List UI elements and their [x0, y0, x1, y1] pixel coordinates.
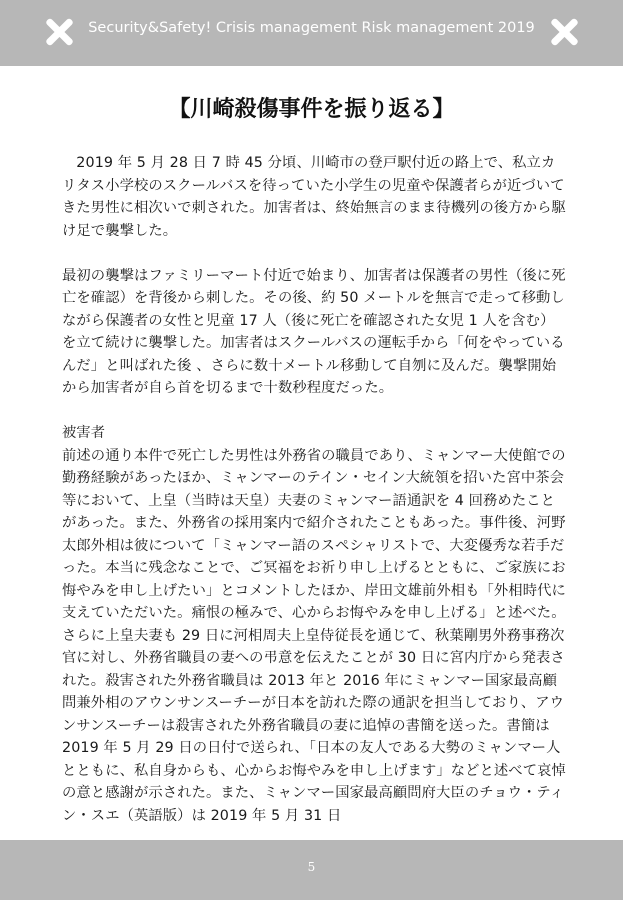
x-mark-icon: [44, 17, 74, 47]
header-title: Security&Safety! Crisis management Risk management 2019: [88, 20, 535, 36]
paragraph-victims: 前述の通り本件で死亡した男性は外務省の職員であり、ミャンマー大使館での勤務経験があったほか、ミャンマーのテイン・セイン大統領を招いた宮中茶会等において、上皇（当時は天皇）夫妻のミャンマー語通訳を 4 回務めたことがあった。また、外務省の採用案内で紹介されたこともあった。事件後、河野太郎外相は彼について「ミャンマー語のスペシャリストで、大変優秀な若手だった。本当に残念なことで、ご冥福をお祈り申し上げるとともに、ご家族にお悔やみを申し上げたい」とコメントしたほか、岸田文雄前外相も「外相時代に支えていただいた。痛恨の極みで、心からお悔やみを申し上げる」と述べた。さらに上皇夫妻も 29 日に河相周夫上皇侍従長を通じて、秋葉剛男外務事務次官に対し、外務省職員の妻への弔意を伝えたことが 30 日に宮内庁から発表された。殺害された外務省職員は 2013 年と 2016 年にミャンマー国家最高顧問兼外相のアウンサンスーチーが日本を訪れた際の通訳を担当しており、アウンサンスーチーは殺害された外務省職員の妻に追悼の書簡を送った。書簡は 2019 年 5 月 29 日の日付で送られ、「日本の友人である大勢のミャンマー人とともに、私自身からも、心からお悔やみを申し上げます」などと述べて哀悼の意と感謝が示された。また、ミャンマー国家最高顧問府大臣のチョウ・ティン・スエ（英語版）は 2019 年 5 月 31 日: [62, 447, 566, 824]
page-number: 5: [307, 860, 316, 874]
paragraph-attack: 最初の襲撃はファミリーマート付近で始まり、加害者は保護者の男性（後に死亡を確認）を背後から刺した。その後、約 50 メートルを無言で走って移動しながら保護者の女性と児童 17 人（後に死亡を確認された女児 1 人を含む）を立て続けに襲撃した。加害者はスクールバスの運転手から「何をやっているんだ」と叫ばれた後 、さらに数十メートル移動して自刎に及んだ。襲撃開始から加害者が自ら首を切るまで十数秒程度だった。: [62, 267, 566, 396]
article-body: [62, 152, 567, 827]
page-header-band: [0, 0, 623, 66]
page-title: 【川崎殺傷事件を振り返る】: [168, 97, 455, 122]
victims-heading: 被害者: [62, 425, 106, 441]
x-mark-icon: [549, 17, 579, 47]
page-footer-band: [0, 840, 623, 900]
paragraph-intro: 2019 年 5 月 28 日 7 時 45 分頃、川崎市の登戸駅付近の路上で、私立カリタス小学校のスクールバスを待っていた小学生の児童や保護者らが近づいてきた男性に相次いで刺された。加害者は、終始無言のまま待機列の後方から駆け足で襲撃した。: [62, 155, 566, 239]
